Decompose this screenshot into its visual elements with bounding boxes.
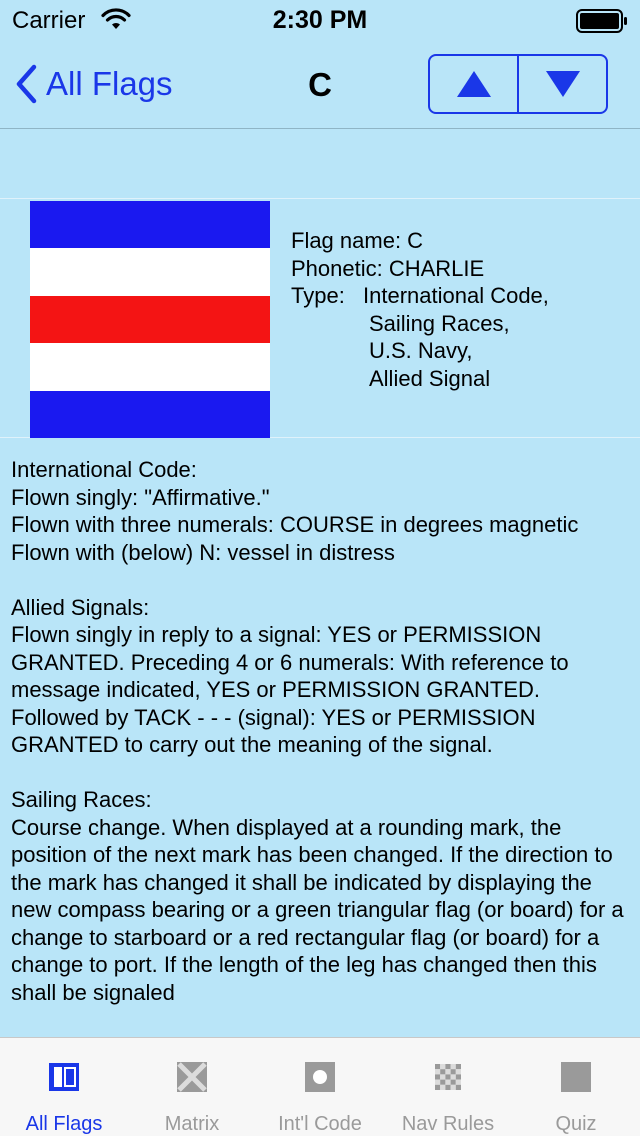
flag-c-image — [30, 201, 270, 438]
flag-type-values — [363, 282, 549, 392]
navigation-bar — [0, 40, 640, 129]
triangle-up-icon — [456, 70, 492, 98]
tab-nav-rules[interactable] — [384, 1038, 512, 1136]
tab-all-flags[interactable] — [0, 1038, 128, 1136]
page-title: C — [308, 66, 332, 103]
description-line: Flown with (below) N: vessel in distress — [11, 539, 395, 565]
flag-stripe — [30, 343, 270, 390]
next-flag-button[interactable] — [517, 56, 606, 112]
flag-info — [291, 227, 549, 392]
flag-stripe — [30, 248, 270, 295]
all-flags-icon — [47, 1060, 81, 1094]
battery-icon — [576, 9, 628, 33]
tab-label: Nav Rules — [401, 1113, 495, 1135]
status-time: 2:30 PM — [272, 6, 368, 34]
description-line: Course change. When displayed at a rounding mark, the position of the next mark has been changed. If the direction to the mark has changed it shall be indicated by displaying the new compass bearing or a green triangular flag (or board) for a change to starboard or a red rectangular flag (or board) for a change to port. If the length of the leg has changed then this shall be signaled — [11, 814, 624, 1005]
tab-matrix[interactable] — [128, 1038, 256, 1136]
section-heading: International Code: — [11, 457, 197, 482]
tab-intl-code[interactable] — [256, 1038, 384, 1136]
tab-label: Matrix — [164, 1113, 220, 1135]
flag-name: Flag name: C — [291, 228, 424, 253]
flag-summary — [0, 198, 640, 438]
quiz-icon — [559, 1060, 593, 1094]
international-code-section — [11, 456, 631, 566]
tab-quiz[interactable] — [512, 1038, 640, 1136]
intl-code-icon — [303, 1060, 337, 1094]
flag-type-value: Sailing Races, — [369, 310, 510, 336]
back-button-label: All Flags — [46, 65, 173, 102]
flag-stripe — [30, 201, 270, 248]
flag-type-label: Type: — [291, 283, 358, 308]
description-line: Flown singly: "Affirmative." — [11, 484, 270, 510]
previous-flag-button[interactable] — [430, 56, 517, 112]
flag-description — [11, 456, 631, 1036]
description-line: Flown with three numerals: COURSE in degrees magnetic — [11, 512, 579, 537]
flag-type-value: International Code, — [363, 283, 549, 308]
carrier-label: Carrier — [12, 7, 86, 34]
matrix-icon — [175, 1060, 209, 1094]
tab-label: Quiz — [555, 1113, 597, 1135]
tab-bar — [0, 1037, 640, 1136]
flag-stripe — [30, 391, 270, 438]
nav-rules-icon — [431, 1060, 465, 1094]
sailing-races-section — [11, 786, 631, 1006]
flag-phonetic: Phonetic: CHARLIE — [291, 255, 485, 281]
section-heading: Sailing Races: — [11, 787, 152, 812]
status-bar — [0, 0, 640, 40]
tab-label: Int'l Code — [278, 1113, 362, 1135]
flag-stripe — [30, 296, 270, 343]
flag-type-value: U.S. Navy, — [369, 338, 473, 363]
triangle-down-icon — [545, 70, 581, 98]
description-line: Followed by TACK - - - (signal): YES or PERMISSION GRANTED to carry out the meaning of the signal. — [11, 704, 536, 757]
tab-label: All Flags — [25, 1113, 103, 1135]
allied-signals-section — [11, 594, 631, 759]
flag-stepper — [428, 54, 608, 114]
section-heading: Allied Signals: — [11, 594, 150, 620]
flag-type — [291, 282, 549, 392]
flag-type-value: Allied Signal — [369, 365, 491, 391]
description-line: Flown singly in reply to a signal: YES or PERMISSION GRANTED. Preceding 4 or 6 numerals: With reference to message indicated, YES or PERMISSION GRANTED. — [11, 622, 569, 702]
